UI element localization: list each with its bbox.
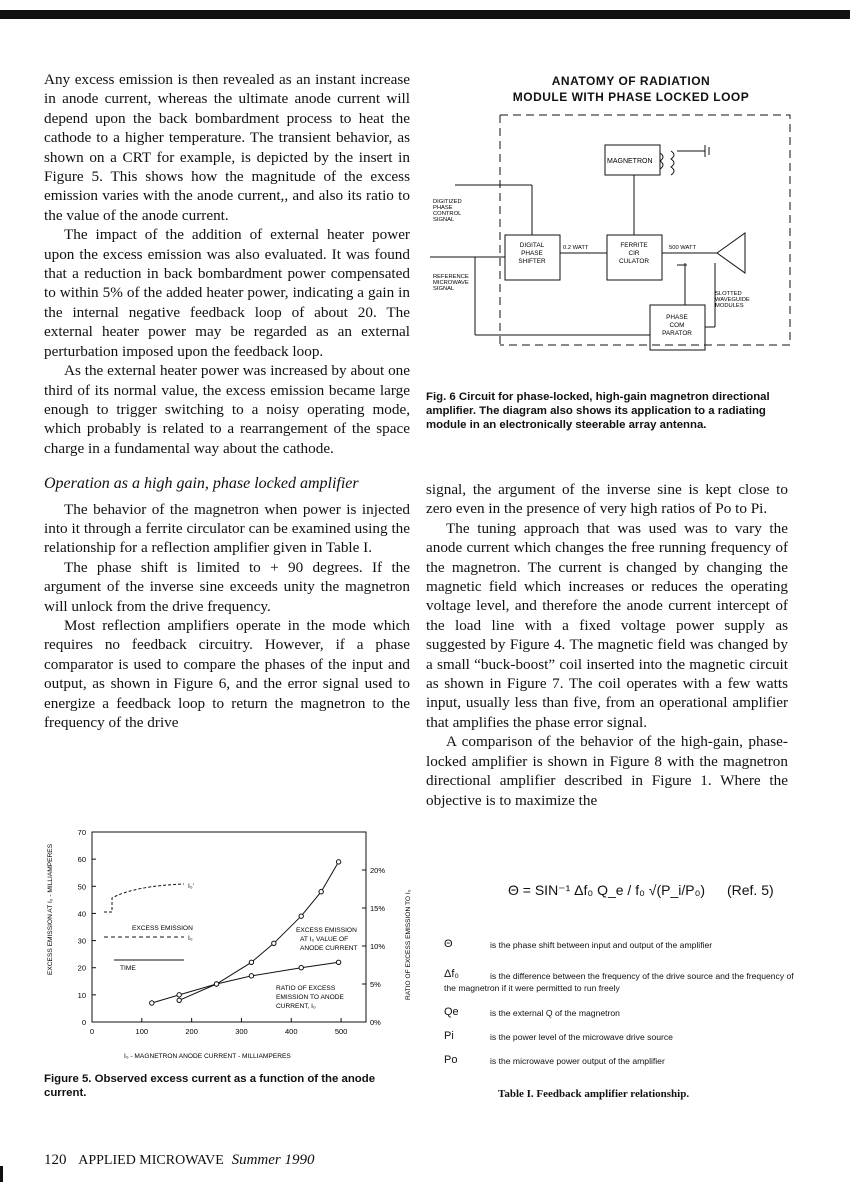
chart-annotation: ANODE CURRENT (300, 945, 358, 952)
input-label: REFERENCE (433, 274, 469, 280)
x-tick-label: 200 (185, 1027, 198, 1036)
paragraph: signal, the argument of the inverse sine is kept close to zero even in the presence of very high ratios of Po to Pi. (426, 481, 788, 518)
paragraph: A comparison of the behavior of the high-gain, phase-locked amplifier is shown in Figure 8 with the magnetron directional amplifier described in Figure 1. Where the objective is to maximize the (426, 733, 788, 809)
block-label: CULATOR (619, 258, 649, 265)
left-axis-label: EXCESS EMISSION AT I₀ - MILLIAMPERES (47, 843, 54, 975)
figure5-chart (44, 820, 414, 1065)
page-footer (44, 1152, 315, 1169)
data-point (299, 914, 303, 918)
block-label: COM (669, 322, 685, 329)
right-column (426, 480, 788, 810)
table-row-description: is the external Q of the magnetron (490, 1008, 620, 1018)
chart-annotation: TIME (120, 965, 136, 972)
table-row-description: is the phase shift between input and output of the amplifier (490, 940, 713, 950)
y2-tick-label: 0% (370, 1018, 381, 1027)
chart-annotation: CURRENT, I₀ (276, 1003, 316, 1010)
transient-trace (104, 884, 184, 912)
power-label: 500 WATT (669, 245, 697, 251)
figure6-title-line: ANATOMY OF RADIATION (551, 74, 711, 88)
figure6-title (425, 73, 837, 105)
y2-tick-label: 20% (370, 866, 386, 875)
equation-text: Θ = SIN⁻¹ Δf₀ Q_e / f₀ √(P_i/P₀) (508, 882, 706, 898)
section-heading: Operation as a high gain, phase locked amplifier (44, 475, 359, 493)
paragraph: As the external heater power was increased by about one third of its normal value, the excess emission became large enough to trigger switching to a noisy operating mode, which probably is related to a rearrangement of the space charge in a fundamental way about the cathode. (44, 362, 410, 457)
equation-ref: (Ref. 5) (726, 882, 774, 898)
chart-annotation: EMISSION TO ANODE (276, 994, 344, 1001)
data-point (150, 1001, 154, 1005)
y-tick-label: 60 (77, 855, 86, 865)
table-row-symbol: Θ (444, 938, 453, 950)
block-label: DIGITAL (519, 242, 545, 249)
chart-annotation: AT I₀ VALUE OF (300, 936, 349, 943)
table-row-description: is the difference between the frequency of the drive source and the frequency of the magnetron if it were permitted to run freely (444, 971, 794, 993)
top-rule (0, 10, 850, 19)
y-tick-label: 10 (77, 990, 86, 1000)
x-tick-label: 500 (334, 1027, 348, 1036)
data-point (177, 993, 181, 997)
input-label: CONTROL (433, 211, 462, 217)
x-axis-label: I₀ - MAGNETRON ANODE CURRENT - MILLIAMPERES (124, 1053, 291, 1060)
y-tick-label: 70 (77, 828, 86, 837)
chart-annotation: EXCESS EMISSION (296, 927, 357, 934)
chart-annotation: I₀' (188, 883, 194, 890)
paragraph: Any excess emission is then revealed as an instant increase in anode current, whereas the ultimate anode current will depend upon the back bombardment process to heat the cathode to a higher temperature. The transient behavior, as shown on a CRT for example, is depicted by the insert in Figure 5. This shows how the magnitude of the excess emission varies with the anode current,, and also its ratio to the value of the anode current. (44, 71, 410, 224)
figure5-caption: Figure 5. Observed excess current as a function of the anode current. (44, 1073, 376, 1099)
y2-tick-label: 10% (370, 942, 386, 951)
y-tick-label: 30 (77, 936, 86, 946)
input-label: DIGITIZED (433, 199, 462, 205)
data-point (214, 982, 218, 986)
magnetron-label: MAGNETRON (607, 158, 653, 165)
chart-annotation: EXCESS EMISSION (132, 925, 193, 932)
table-row-description: is the power level of the microwave drive source (490, 1032, 673, 1042)
chart-annotation: I₀ (188, 935, 193, 942)
paragraph: The phase shift is limited to + 90 degrees. If the argument of the inverse sine exceeds unity the magnetron will unlock from the drive frequency. (44, 558, 410, 615)
data-point (319, 890, 323, 894)
y-tick-label: 40 (77, 909, 86, 919)
figure6-caption: Fig. 6 Circuit for phase-locked, high-gain magnetron directional amplifier. The diagram also shows its application to a radiating module in an electronically steerable array antenna. (426, 391, 770, 431)
data-point (249, 974, 253, 978)
table-row-symbol: Pi (444, 1030, 454, 1042)
paragraph: The impact of the addition of external heater power upon the excess emission was also evaluated. It was found that a reduction in back bombardment power compensated to within 5% of the added heater power, indicating a gain in the internal negative feedback loop of about 20. The external heater power may be regarded as an external perturbation imposed upon the feedback loop. (44, 226, 410, 360)
table-row-description: is the microwave power output of the amplifier (490, 1056, 665, 1066)
input-label: SIGNAL (433, 217, 455, 223)
y-tick-label: 20 (77, 963, 86, 973)
data-point (336, 860, 340, 864)
paragraph: The tuning approach that was used was to vary the anode current which changes the free running frequency of the magnetron. The current is changed by changing the magnetic field which increases or reduces the operating voltage level, and therefore the anode current intercept of the load line with a fixed voltage power supply as suggested by Figure 4. The magnetic field was changed by a small “buck-boost” coil inserted into the magnetic circuit as shown in Figure 7. The coil operates with a few watts input, usually less than five, from an operational amplifier that amplifies the phase error signal. (426, 519, 788, 731)
block-label: PHASE (666, 314, 688, 321)
block-label: PARATOR (662, 330, 692, 337)
paragraph: Most reflection amplifiers operate in the mode which requires no feedback circuitry. However, if a phase comparator is used to compare the phases of the input and output, as shown in Figure 6, and the error signal used to energize a feedback loop to return the magnetron to the frequency of the drive (44, 616, 410, 731)
antenna-label: MODULES (715, 303, 744, 309)
right-axis-label: RATIO OF EXCESS EMISSION TO I₀ (405, 889, 412, 1000)
block-label: FERRITE (620, 242, 648, 249)
input-label: PHASE (433, 205, 453, 211)
table-row-symbol: Po (444, 1054, 458, 1066)
page-number: 120 (44, 1152, 67, 1168)
data-point (177, 998, 181, 1002)
block-label: PHASE (521, 250, 543, 257)
antenna-label: WAVEGUIDE (715, 297, 750, 303)
block-label: CIR (628, 250, 640, 257)
journal-name: APPLIED MICROWAVE (78, 1153, 224, 1168)
paragraph: The behavior of the magnetron when power is injected into it through a ferrite circulator can be examined using the relationship for a reflection amplifier given in Table I. (44, 500, 410, 557)
issue: Summer 1990 (231, 1152, 315, 1168)
table-row-symbol: Δf₀ (444, 968, 459, 980)
data-point (336, 960, 340, 964)
figure6-diagram (425, 105, 795, 385)
x-tick-label: 100 (135, 1027, 149, 1036)
y2-tick-label: 15% (370, 904, 386, 913)
y2-tick-label: 5% (370, 980, 381, 989)
left-column (44, 70, 410, 732)
data-point (272, 941, 276, 945)
x-tick-label: 0 (89, 1027, 95, 1036)
y-tick-label: 50 (77, 882, 86, 892)
equation (508, 882, 774, 899)
table1-caption: Table I. Feedback amplifier relationship. (498, 1088, 690, 1100)
input-label: MICROWAVE (433, 280, 469, 286)
chart-annotation: RATIO OF EXCESS (276, 985, 336, 992)
figure6-title-line: MODULE WITH PHASE LOCKED LOOP (512, 90, 750, 104)
input-label: SIGNAL (433, 286, 455, 292)
table-row-symbol: Qe (444, 1006, 459, 1018)
margin-mark (0, 1166, 3, 1182)
data-point (249, 960, 253, 964)
power-label: 0.2 WATT (563, 245, 589, 251)
x-tick-label: 300 (235, 1027, 248, 1036)
x-tick-label: 400 (285, 1027, 298, 1036)
antenna-label: SLOTTED (715, 291, 742, 297)
y-tick-label: 0 (81, 1018, 86, 1027)
data-point (299, 966, 303, 970)
block-label: SHIFTER (518, 258, 546, 265)
